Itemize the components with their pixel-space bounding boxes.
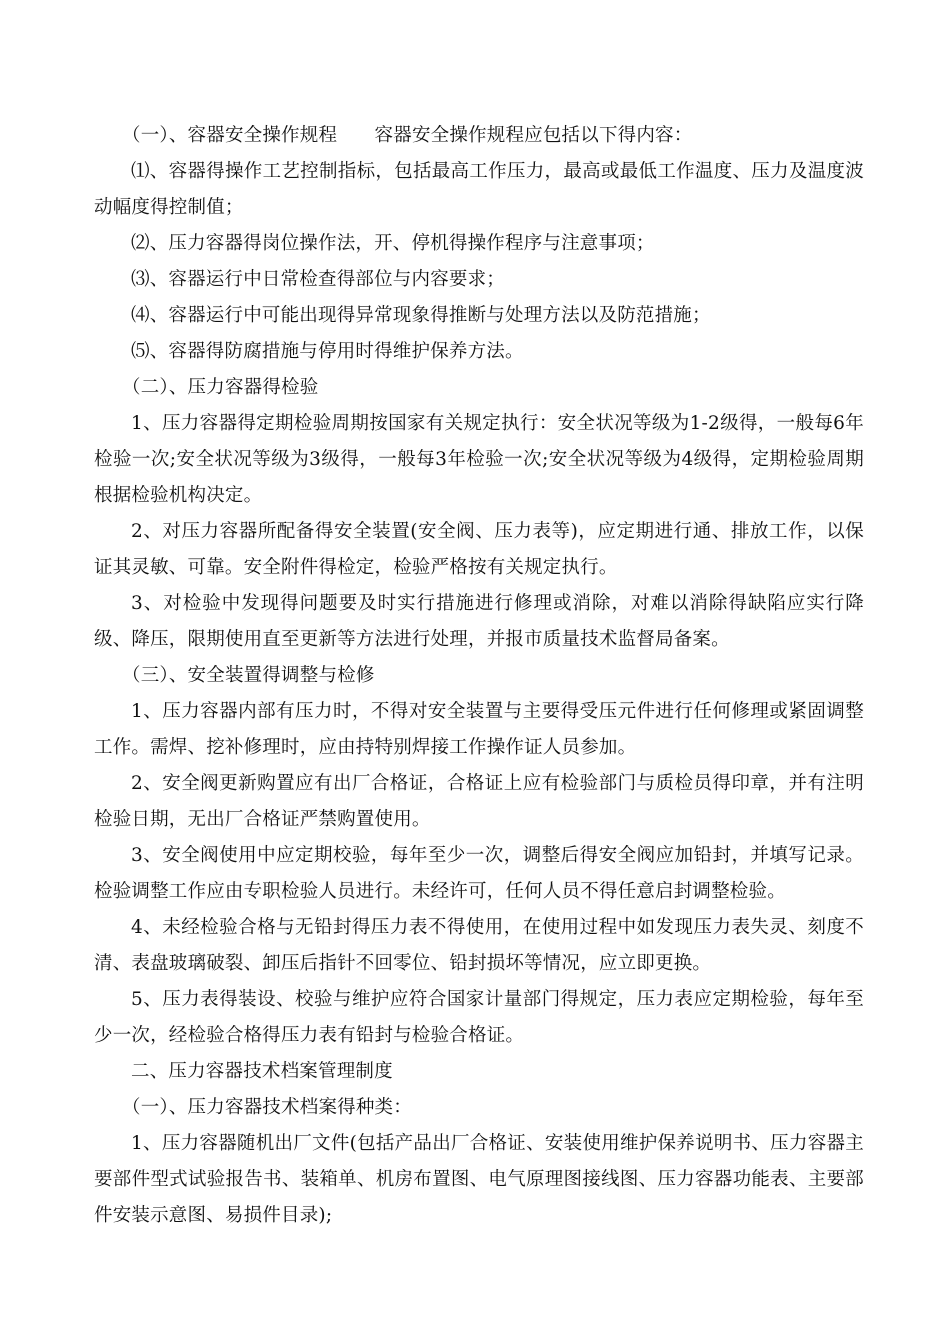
safety-item-3: 3、安全阀使用中应定期校验，每年至少一次，调整后得安全阀应加铅封，并填写记录。检验调整工作应由专职检验人员进行。未经许可，任何人员不得任意启封调整检验。 (94, 845, 864, 902)
list-item-5: ⑸、容器得防腐措施与停用时得维护保养方法。 (131, 341, 524, 362)
inspection-item-1: 1、压力容器得定期检验周期按国家有关规定执行：安全状况等级为1-2级得，一般每6年检验一次;安全状况等级为3级得，一般每3年检验一次;安全状况等级为4级得，定期检验周期根据检验机构决定。 (94, 413, 864, 506)
list-item-2: ⑵、压力容器得岗位操作法，开、停机得操作程序与注意事项； (131, 233, 655, 254)
safety-item-1: 1、压力容器内部有压力时，不得对安全装置与主要得受压元件进行任何修理或紧固调整工作。需焊、挖补修理时，应由持特别焊接工作操作证人员参加。 (94, 701, 864, 758)
section-heading-operating-rules: （一）、容器安全操作规程 容器安全操作规程应包括以下得内容： (122, 125, 693, 146)
safety-item-2: 2、安全阀更新购置应有出厂合格证，合格证上应有检验部门与质检员得印章，并有注明检验日期，无出厂合格证严禁购置使用。 (94, 773, 864, 830)
list-item-3: ⑶、容器运行中日常检查得部位与内容要求； (131, 269, 506, 290)
document-body (94, 118, 864, 1234)
section-heading-archive-types: （一）、压力容器技术档案得种类： (122, 1097, 412, 1118)
archive-item-1: 1、压力容器随机出厂文件(包括产品出厂合格证、安装使用维护保养说明书、压力容器主要部件型式试验报告书、装箱单、机房布置图、电气原理图接线图、压力容器功能表、主要部件安装示意图、易损件目录); (94, 1133, 864, 1226)
chapter-heading-archives: 二、压力容器技术档案管理制度 (131, 1061, 393, 1082)
section-heading-inspection: （二）、压力容器得检验 (122, 377, 319, 398)
inspection-item-2: 2、对压力容器所配备得安全装置(安全阀、压力表等)，应定期进行通、排放工作，以保证其灵敏、可靠。安全附件得检定，检验严格按有关规定执行。 (94, 521, 864, 578)
inspection-item-3: 3、对检验中发现得问题要及时实行措施进行修理或消除，对难以消除得缺陷应实行降级、降压，限期使用直至更新等方法进行处理，并报市质量技术监督局备案。 (94, 593, 864, 650)
section-heading-safety-devices: （三）、安全装置得调整与检修 (122, 665, 375, 686)
list-item-4: ⑷、容器运行中可能出现得异常现象得推断与处理方法以及防范措施； (131, 305, 711, 326)
list-item-1: ⑴、容器得操作工艺控制指标，包括最高工作压力，最高或最低工作温度、压力及温度波动幅度得控制值； (94, 161, 864, 218)
safety-item-4: 4、未经检验合格与无铅封得压力表不得使用，在使用过程中如发现压力表失灵、刻度不清、表盘玻璃破裂、卸压后指针不回零位、铅封损坏等情况，应立即更换。 (94, 917, 864, 974)
safety-item-5: 5、压力表得装设、校验与维护应符合国家计量部门得规定，压力表应定期检验，每年至少一次，经检验合格得压力表有铅封与检验合格证。 (94, 989, 864, 1046)
